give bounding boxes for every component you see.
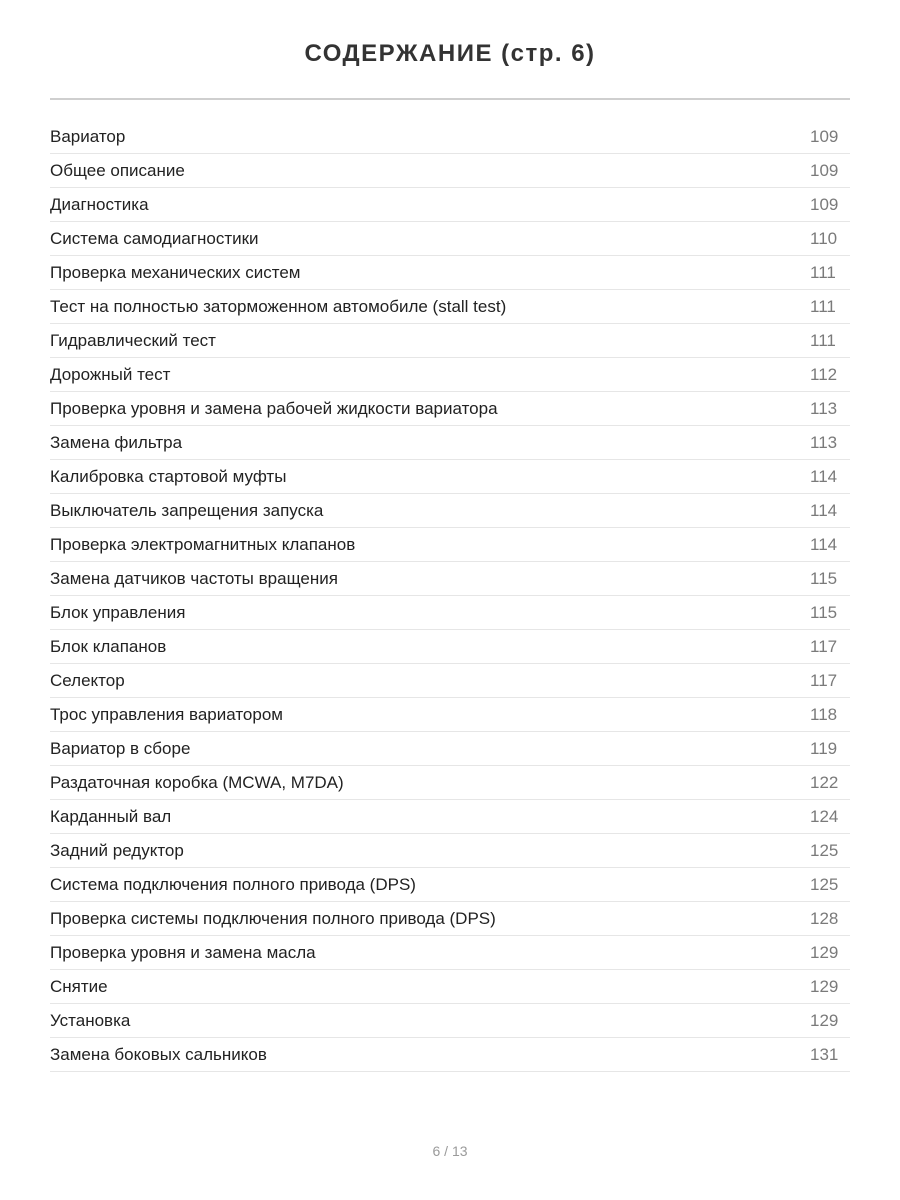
toc-entry-title: Дорожный тест	[50, 364, 171, 384]
toc-entry[interactable]	[50, 834, 850, 868]
toc-entry[interactable]	[50, 188, 850, 222]
toc-entry-title: Проверка уровня и замена масла	[50, 942, 316, 962]
toc-entry[interactable]	[50, 460, 850, 494]
toc-entry-title: Раздаточная коробка (MCWA, M7DA)	[50, 772, 344, 792]
toc-entry[interactable]	[50, 766, 850, 800]
toc-entry[interactable]	[50, 596, 850, 630]
page-title: СОДЕРЖАНИЕ (стр. 6)	[304, 40, 596, 67]
toc-entry-page: 111	[810, 330, 836, 350]
toc-entry-page: 110	[810, 228, 838, 248]
toc-entry-title: Снятие	[50, 976, 108, 996]
toc-entry-title: Задний редуктор	[50, 840, 184, 860]
toc-entry-title: Диагностика	[50, 194, 149, 214]
toc-entry-page: 128	[810, 908, 839, 928]
toc-entry-page: 118	[810, 704, 838, 724]
toc-entry[interactable]	[50, 256, 850, 290]
toc-entry-title: Трос управления вариатором	[50, 704, 283, 724]
toc-entry[interactable]	[50, 392, 850, 426]
toc-entry-page: 125	[810, 874, 839, 894]
toc-entry[interactable]	[50, 222, 850, 256]
toc-entry[interactable]	[50, 1038, 850, 1072]
toc-entry[interactable]	[50, 1004, 850, 1038]
toc-entry-title: Система подключения полного привода (DPS)	[50, 874, 416, 894]
toc-entry-page: 109	[810, 126, 839, 146]
toc-entry-page: 115	[810, 602, 838, 622]
toc-entry-page: 114	[810, 500, 838, 520]
toc-entry-page: 114	[810, 534, 838, 554]
toc-entry[interactable]	[50, 800, 850, 834]
toc-entry-page: 129	[810, 942, 839, 962]
toc-entry[interactable]	[50, 698, 850, 732]
title-divider	[50, 98, 850, 100]
toc-entry-title: Блок клапанов	[50, 636, 167, 656]
toc-entry[interactable]	[50, 290, 850, 324]
toc-entry-title: Селектор	[50, 670, 125, 690]
toc-entry[interactable]	[50, 936, 850, 970]
toc-entry-page: 115	[810, 568, 838, 588]
toc-entry[interactable]	[50, 324, 850, 358]
toc-entry[interactable]	[50, 154, 850, 188]
toc-entry-page: 109	[810, 160, 839, 180]
toc-entry[interactable]	[50, 664, 850, 698]
toc-list	[50, 120, 850, 1072]
toc-entry-title: Замена датчиков частоты вращения	[50, 568, 338, 588]
toc-entry[interactable]	[50, 528, 850, 562]
toc-entry-title: Проверка электромагнитных клапанов	[50, 534, 356, 554]
toc-entry[interactable]	[50, 426, 850, 460]
toc-entry-page: 125	[810, 840, 839, 860]
toc-entry-page: 111	[810, 296, 836, 316]
toc-entry-title: Тест на полностью заторможенном автомобиле (stall test)	[50, 296, 507, 316]
toc-entry-title: Калибровка стартовой муфты	[50, 466, 287, 486]
toc-entry-title: Замена фильтра	[50, 432, 183, 452]
toc-entry-title: Гидравлический тест	[50, 330, 216, 350]
toc-entry-title: Проверка механических систем	[50, 262, 301, 282]
toc-entry-page: 112	[810, 364, 838, 384]
toc-entry-title: Вариатор в сборе	[50, 738, 191, 758]
toc-entry-title: Блок управления	[50, 602, 186, 622]
toc-entry-title: Проверка системы подключения полного привода (DPS)	[50, 908, 496, 928]
toc-entry-title: Замена боковых сальников	[50, 1044, 267, 1064]
toc-entry-page: 119	[810, 738, 838, 758]
toc-entry-page: 113	[810, 398, 838, 418]
toc-entry[interactable]	[50, 358, 850, 392]
toc-entry-title: Проверка уровня и замена рабочей жидкости вариатора	[50, 398, 498, 418]
toc-entry-title: Карданный вал	[50, 806, 172, 826]
toc-entry-page: 117	[810, 670, 838, 690]
toc-entry-page: 114	[810, 466, 838, 486]
toc-entry[interactable]	[50, 902, 850, 936]
toc-entry-title: Вариатор	[50, 126, 126, 146]
toc-entry-title: Общее описание	[50, 160, 185, 180]
toc-entry-page: 113	[810, 432, 838, 452]
toc-entry-page: 122	[810, 772, 839, 792]
toc-entry-page: 111	[810, 262, 836, 282]
toc-entry[interactable]	[50, 732, 850, 766]
toc-entry-page: 129	[810, 1010, 839, 1030]
toc-entry-page: 129	[810, 976, 839, 996]
toc-entry[interactable]	[50, 868, 850, 902]
toc-entry-page: 117	[810, 636, 838, 656]
toc-entry-title: Установка	[50, 1010, 131, 1030]
toc-entry-title: Выключатель запрещения запуска	[50, 500, 324, 520]
toc-entry[interactable]	[50, 562, 850, 596]
toc-entry[interactable]	[50, 970, 850, 1004]
toc-entry[interactable]	[50, 494, 850, 528]
toc-entry-page: 109	[810, 194, 839, 214]
toc-entry[interactable]	[50, 630, 850, 664]
toc-entry-page: 131	[810, 1044, 839, 1064]
page-number: 6 / 13	[432, 1143, 468, 1159]
toc-entry[interactable]	[50, 120, 850, 154]
toc-entry-title: Система самодиагностики	[50, 228, 259, 248]
toc-entry-page: 124	[810, 806, 839, 826]
